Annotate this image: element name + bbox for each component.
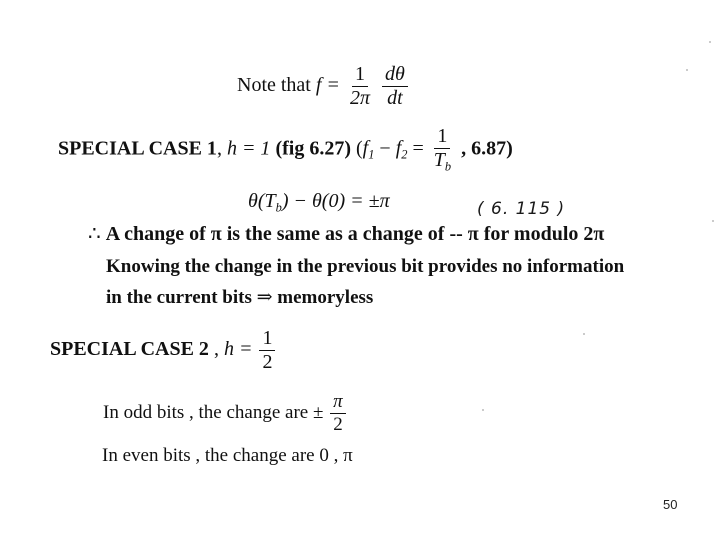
therefore-line [88, 221, 604, 246]
case2-frac-num: 1 [259, 328, 275, 351]
scan-speck [686, 69, 688, 71]
note-frac-1-den: 2π [349, 87, 370, 109]
odd-bits-text: In odd bits , the change are ± [103, 401, 324, 423]
case1-f2: $f_2$ [395, 137, 408, 162]
odd-bits-frac [330, 392, 346, 435]
therefore-text: A change of π is the same as a change of -- π for modulo 2π [105, 223, 605, 245]
case1-frac-num: 1 [434, 126, 450, 149]
odd-bits-frac-num: π [330, 392, 346, 414]
case2-line [50, 328, 277, 373]
note-lhs: f = [315, 74, 340, 97]
case2-frac-den: 2 [262, 351, 273, 373]
case1-frac-den: $T_b$ [433, 149, 452, 174]
case2-frac [259, 328, 275, 373]
case1-equals: = [407, 137, 429, 160]
implies-arrow-icon: ⇒ [256, 287, 273, 308]
knowing-line-2: in the current bits ⇒ memoryless [106, 287, 374, 308]
note-frac-1 [347, 64, 373, 109]
even-bits-line: In even bits , the change are 0 , π [102, 445, 353, 466]
note-label: Note that [237, 74, 311, 97]
case2-comma: , [213, 338, 219, 361]
case2-title: SPECIAL CASE 2 [50, 338, 209, 361]
case1-h: h = 1 [226, 137, 271, 160]
case2-h: h = [223, 338, 253, 361]
case1-fig: (fig 6.27) [275, 137, 351, 160]
page-number: 50 [663, 497, 678, 512]
knowing-line-1: Knowing the change in the previous bit provides no information [106, 256, 625, 277]
scan-speck [712, 220, 714, 222]
case1-comma: , [216, 137, 222, 160]
case1-title: SPECIAL CASE 1 [58, 137, 217, 160]
scan-speck [583, 333, 585, 335]
case1-frac [431, 126, 454, 173]
case1-tail: , 6.87) [461, 137, 513, 160]
case1-line [58, 126, 513, 173]
note-frac-2 [382, 64, 408, 109]
note-frac-1-num: 1 [352, 64, 368, 87]
note-frac-2-den: dt [387, 87, 403, 109]
scan-speck [709, 41, 711, 43]
therefore-icon: ∴ [88, 223, 101, 245]
odd-bits-frac-den: 2 [333, 413, 343, 435]
case1-paren: ( [355, 137, 363, 160]
odd-bits-line [103, 392, 348, 435]
equation-theta: $\theta(T_b) - \theta(0) = \pm\pi$ [248, 190, 390, 215]
scan-speck [482, 409, 484, 411]
note-frac-2-num: dθ [382, 64, 408, 87]
note-line [237, 64, 410, 109]
case1-f1: $f_1$ [362, 137, 375, 162]
handwritten-equation-ref: ( 6. 115 ) [477, 199, 566, 219]
case1-minus: − [374, 137, 396, 160]
